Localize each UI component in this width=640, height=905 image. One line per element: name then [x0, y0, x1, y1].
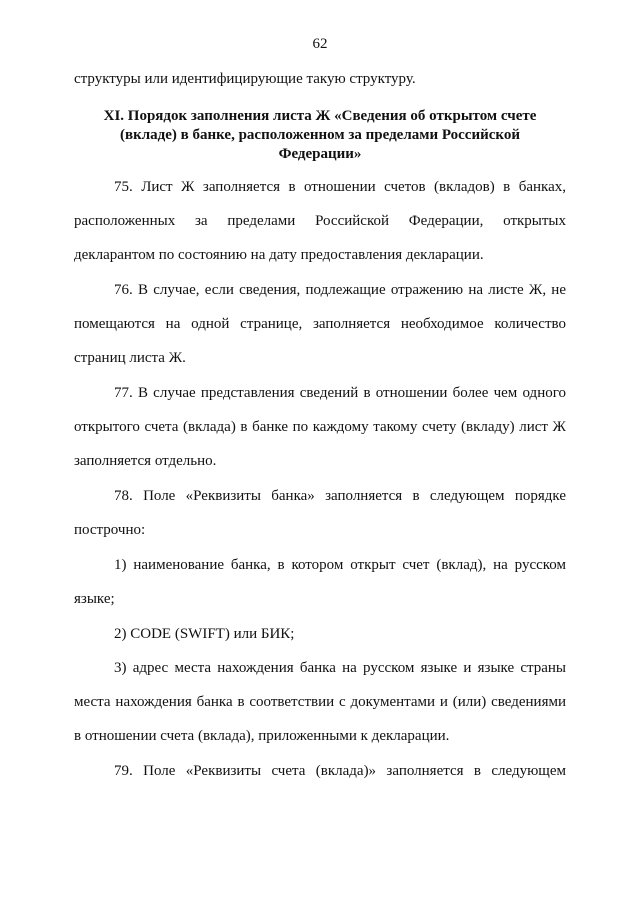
paragraph-line: построчно:: [74, 522, 146, 538]
paragraph-line: 1) наименование банка, в котором открыт счет (вклад), на русском: [114, 557, 566, 573]
paragraph-line: 79. Поле «Реквизиты счета (вклада)» заполняется в следующем: [114, 763, 566, 779]
list-item-3: [74, 651, 566, 753]
paragraph-line: декларантом по состоянию на дату предоставления декларации.: [74, 247, 484, 263]
paragraph-line: 75. Лист Ж заполняется в отношении счетов (вкладов) в банках,: [114, 179, 566, 195]
paragraph-78: [74, 479, 566, 547]
carryover-line: структуры или идентифицирующие такую структуру.: [74, 71, 416, 87]
paragraph-line: 2) CODE (SWIFT) или БИК;: [114, 626, 295, 642]
section-heading: [84, 107, 556, 164]
paragraph-77: [74, 376, 566, 478]
paragraph-line: страниц листа Ж.: [74, 350, 186, 366]
paragraph-line: расположенных за пределами Российской Федерации, открытых: [74, 213, 566, 229]
paragraph-75: [74, 170, 566, 272]
carryover-text: [74, 62, 566, 96]
paragraph-line: 3) адрес места нахождения банка на русском языке и языке страны: [114, 660, 566, 676]
paragraph-line: открытого счета (вклада) в банке по каждому такому счету (вкладу) лист Ж: [74, 419, 566, 435]
paragraph-line: места нахождения банка в соответствии с документами и (или) сведениями: [74, 694, 566, 710]
section-heading-line-1: XI. Порядок заполнения листа Ж «Сведения об открытом счете: [103, 108, 537, 124]
section-heading-line-2: (вкладе) в банке, расположенном за пределами Российской: [120, 127, 520, 143]
section-heading-line-3: Федерации»: [278, 146, 362, 162]
paragraph-line: 78. Поле «Реквизиты банка» заполняется в следующем порядке: [114, 488, 566, 504]
paragraph-76: [74, 273, 566, 375]
paragraph-79: [74, 754, 566, 788]
paragraph-line: 76. В случае, если сведения, подлежащие отражению на листе Ж, не: [114, 282, 566, 298]
list-item-2: [74, 617, 566, 651]
paragraph-line: в отношении счета (вклада), приложенными к декларации.: [74, 728, 450, 744]
paragraph-line: помещаются на одной странице, заполняется необходимое количество: [74, 316, 566, 332]
paragraph-line: 77. В случае представления сведений в отношении более чем одного: [114, 385, 566, 401]
paragraph-line: заполняется отдельно.: [74, 453, 217, 469]
page-number: 62: [312, 36, 328, 52]
list-item-1: [74, 548, 566, 616]
paragraph-line: языке;: [74, 591, 115, 607]
